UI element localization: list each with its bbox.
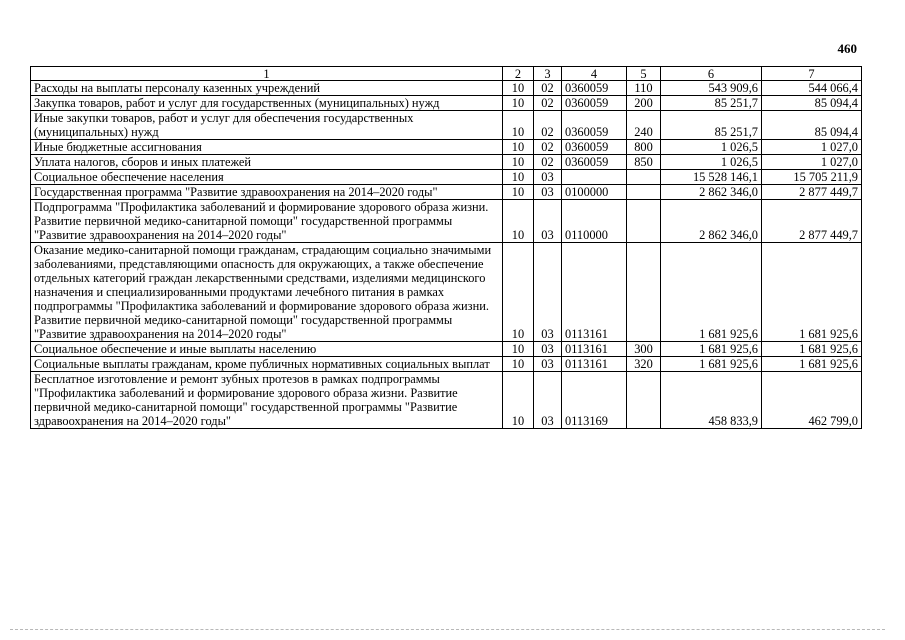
amount-col6-cell: 85 251,7	[661, 111, 762, 140]
column-header: 3	[534, 67, 562, 81]
table-row	[31, 111, 862, 140]
target-code-cell: 0360059	[562, 155, 627, 170]
subsection-code-cell: 02	[534, 155, 562, 170]
amount-col7-cell: 1 681 925,6	[762, 357, 862, 372]
expense-type-cell	[627, 372, 661, 429]
section-code-cell: 10	[503, 96, 534, 111]
amount-col7-cell: 1 681 925,6	[762, 243, 862, 342]
target-code-cell: 0113161	[562, 342, 627, 357]
table-row	[31, 243, 862, 342]
amount-col7-cell: 85 094,4	[762, 96, 862, 111]
target-code-cell: 0110000	[562, 200, 627, 243]
column-header: 2	[503, 67, 534, 81]
target-code-cell: 0360059	[562, 96, 627, 111]
amount-col6-cell: 1 026,5	[661, 155, 762, 170]
subsection-code-cell: 03	[534, 243, 562, 342]
target-code-cell	[562, 170, 627, 185]
amount-col7-cell: 85 094,4	[762, 111, 862, 140]
amount-col6-cell: 2 862 346,0	[661, 200, 762, 243]
amount-col7-cell: 1 027,0	[762, 155, 862, 170]
column-header: 1	[31, 67, 503, 81]
expense-type-cell: 110	[627, 81, 661, 96]
expense-type-cell: 300	[627, 342, 661, 357]
subsection-code-cell: 02	[534, 96, 562, 111]
section-code-cell: 10	[503, 140, 534, 155]
amount-col7-cell: 2 877 449,7	[762, 185, 862, 200]
column-header: 7	[762, 67, 862, 81]
row-name-cell: Иные бюджетные ассигнования	[31, 140, 503, 155]
amount-col7-cell: 15 705 211,9	[762, 170, 862, 185]
table-row	[31, 140, 862, 155]
scan-artifact-line	[10, 629, 885, 631]
row-name-cell: Подпрограмма "Профилактика заболеваний и формирование здорового образа жизни. Развитие первичной медико-санитарной помощи" государственной программы "Развитие здравоохранения на 2014–2020 годы"	[31, 200, 503, 243]
row-name-cell: Оказание медико-санитарной помощи гражданам, страдающим социально значимыми заболеваниями, представляющими опасность для окружающих, а также обеспечение отдельных категорий граждан лекарственными средствами, изделиями медицинского назначения и специализированными продуктами лечебного питания в рамках подпрограммы "Профилактика заболеваний и формирование здорового образа жизни. Развитие первичной медико-санитарной помощи" государственной программы "Развитие здравоохранения на 2014–2020 годы"	[31, 243, 503, 342]
section-code-cell: 10	[503, 170, 534, 185]
column-header: 5	[627, 67, 661, 81]
target-code-cell: 0360059	[562, 81, 627, 96]
expense-type-cell: 200	[627, 96, 661, 111]
expense-type-cell	[627, 200, 661, 243]
expense-type-cell	[627, 170, 661, 185]
column-header: 4	[562, 67, 627, 81]
subsection-code-cell: 03	[534, 185, 562, 200]
row-name-cell: Социальные выплаты гражданам, кроме публичных нормативных социальных выплат	[31, 357, 503, 372]
amount-col6-cell: 15 528 146,1	[661, 170, 762, 185]
subsection-code-cell: 02	[534, 140, 562, 155]
amount-col7-cell: 2 877 449,7	[762, 200, 862, 243]
target-code-cell: 0113169	[562, 372, 627, 429]
amount-col6-cell: 1 681 925,6	[661, 357, 762, 372]
expense-type-cell: 320	[627, 357, 661, 372]
row-name-cell: Уплата налогов, сборов и иных платежей	[31, 155, 503, 170]
expense-type-cell: 850	[627, 155, 661, 170]
subsection-code-cell: 03	[534, 372, 562, 429]
row-name-cell: Бесплатное изготовление и ремонт зубных протезов в рамках подпрограммы "Профилактика заболеваний и формирование здорового образа жизни. Развитие первичной медико-санитарной помощи" государственной программы "Развитие здравоохранения на 2014–2020 годы"	[31, 372, 503, 429]
amount-col6-cell: 1 026,5	[661, 140, 762, 155]
subsection-code-cell: 03	[534, 357, 562, 372]
section-code-cell: 10	[503, 372, 534, 429]
target-code-cell: 0113161	[562, 243, 627, 342]
target-code-cell: 0113161	[562, 357, 627, 372]
amount-col6-cell: 1 681 925,6	[661, 342, 762, 357]
subsection-code-cell: 03	[534, 170, 562, 185]
target-code-cell: 0360059	[562, 140, 627, 155]
expense-type-cell: 800	[627, 140, 661, 155]
row-name-cell: Иные закупки товаров, работ и услуг для обеспечения государственных (муниципальных) нужд	[31, 111, 503, 140]
table-row	[31, 200, 862, 243]
table-row	[31, 155, 862, 170]
section-code-cell: 10	[503, 155, 534, 170]
amount-col6-cell: 85 251,7	[661, 96, 762, 111]
section-code-cell: 10	[503, 185, 534, 200]
expense-type-cell: 240	[627, 111, 661, 140]
target-code-cell: 0100000	[562, 185, 627, 200]
table-row	[31, 372, 862, 429]
section-code-cell: 10	[503, 111, 534, 140]
expense-type-cell	[627, 243, 661, 342]
section-code-cell: 10	[503, 200, 534, 243]
column-header: 6	[661, 67, 762, 81]
section-code-cell: 10	[503, 81, 534, 96]
row-name-cell: Социальное обеспечение и иные выплаты населению	[31, 342, 503, 357]
budget-table	[30, 66, 862, 429]
table-row	[31, 81, 862, 96]
table-body	[31, 67, 862, 429]
table-row	[31, 170, 862, 185]
amount-col6-cell: 1 681 925,6	[661, 243, 762, 342]
subsection-code-cell: 03	[534, 342, 562, 357]
section-code-cell: 10	[503, 342, 534, 357]
table-row	[31, 357, 862, 372]
subsection-code-cell: 02	[534, 81, 562, 96]
subsection-code-cell: 03	[534, 200, 562, 243]
table-row	[31, 96, 862, 111]
subsection-code-cell: 02	[534, 111, 562, 140]
amount-col6-cell: 458 833,9	[661, 372, 762, 429]
amount-col7-cell: 544 066,4	[762, 81, 862, 96]
amount-col7-cell: 1 027,0	[762, 140, 862, 155]
section-code-cell: 10	[503, 357, 534, 372]
row-name-cell: Социальное обеспечение населения	[31, 170, 503, 185]
target-code-cell: 0360059	[562, 111, 627, 140]
table-header-row	[31, 67, 862, 81]
amount-col7-cell: 462 799,0	[762, 372, 862, 429]
row-name-cell: Закупка товаров, работ и услуг для государственных (муниципальных) нужд	[31, 96, 503, 111]
amount-col7-cell: 1 681 925,6	[762, 342, 862, 357]
table-row	[31, 185, 862, 200]
expense-type-cell	[627, 185, 661, 200]
amount-col6-cell: 2 862 346,0	[661, 185, 762, 200]
row-name-cell: Расходы на выплаты персоналу казенных учреждений	[31, 81, 503, 96]
row-name-cell: Государственная программа "Развитие здравоохранения на 2014–2020 годы"	[31, 185, 503, 200]
section-code-cell: 10	[503, 243, 534, 342]
table-row	[31, 342, 862, 357]
page-number: 460	[837, 41, 857, 56]
amount-col6-cell: 543 909,6	[661, 81, 762, 96]
